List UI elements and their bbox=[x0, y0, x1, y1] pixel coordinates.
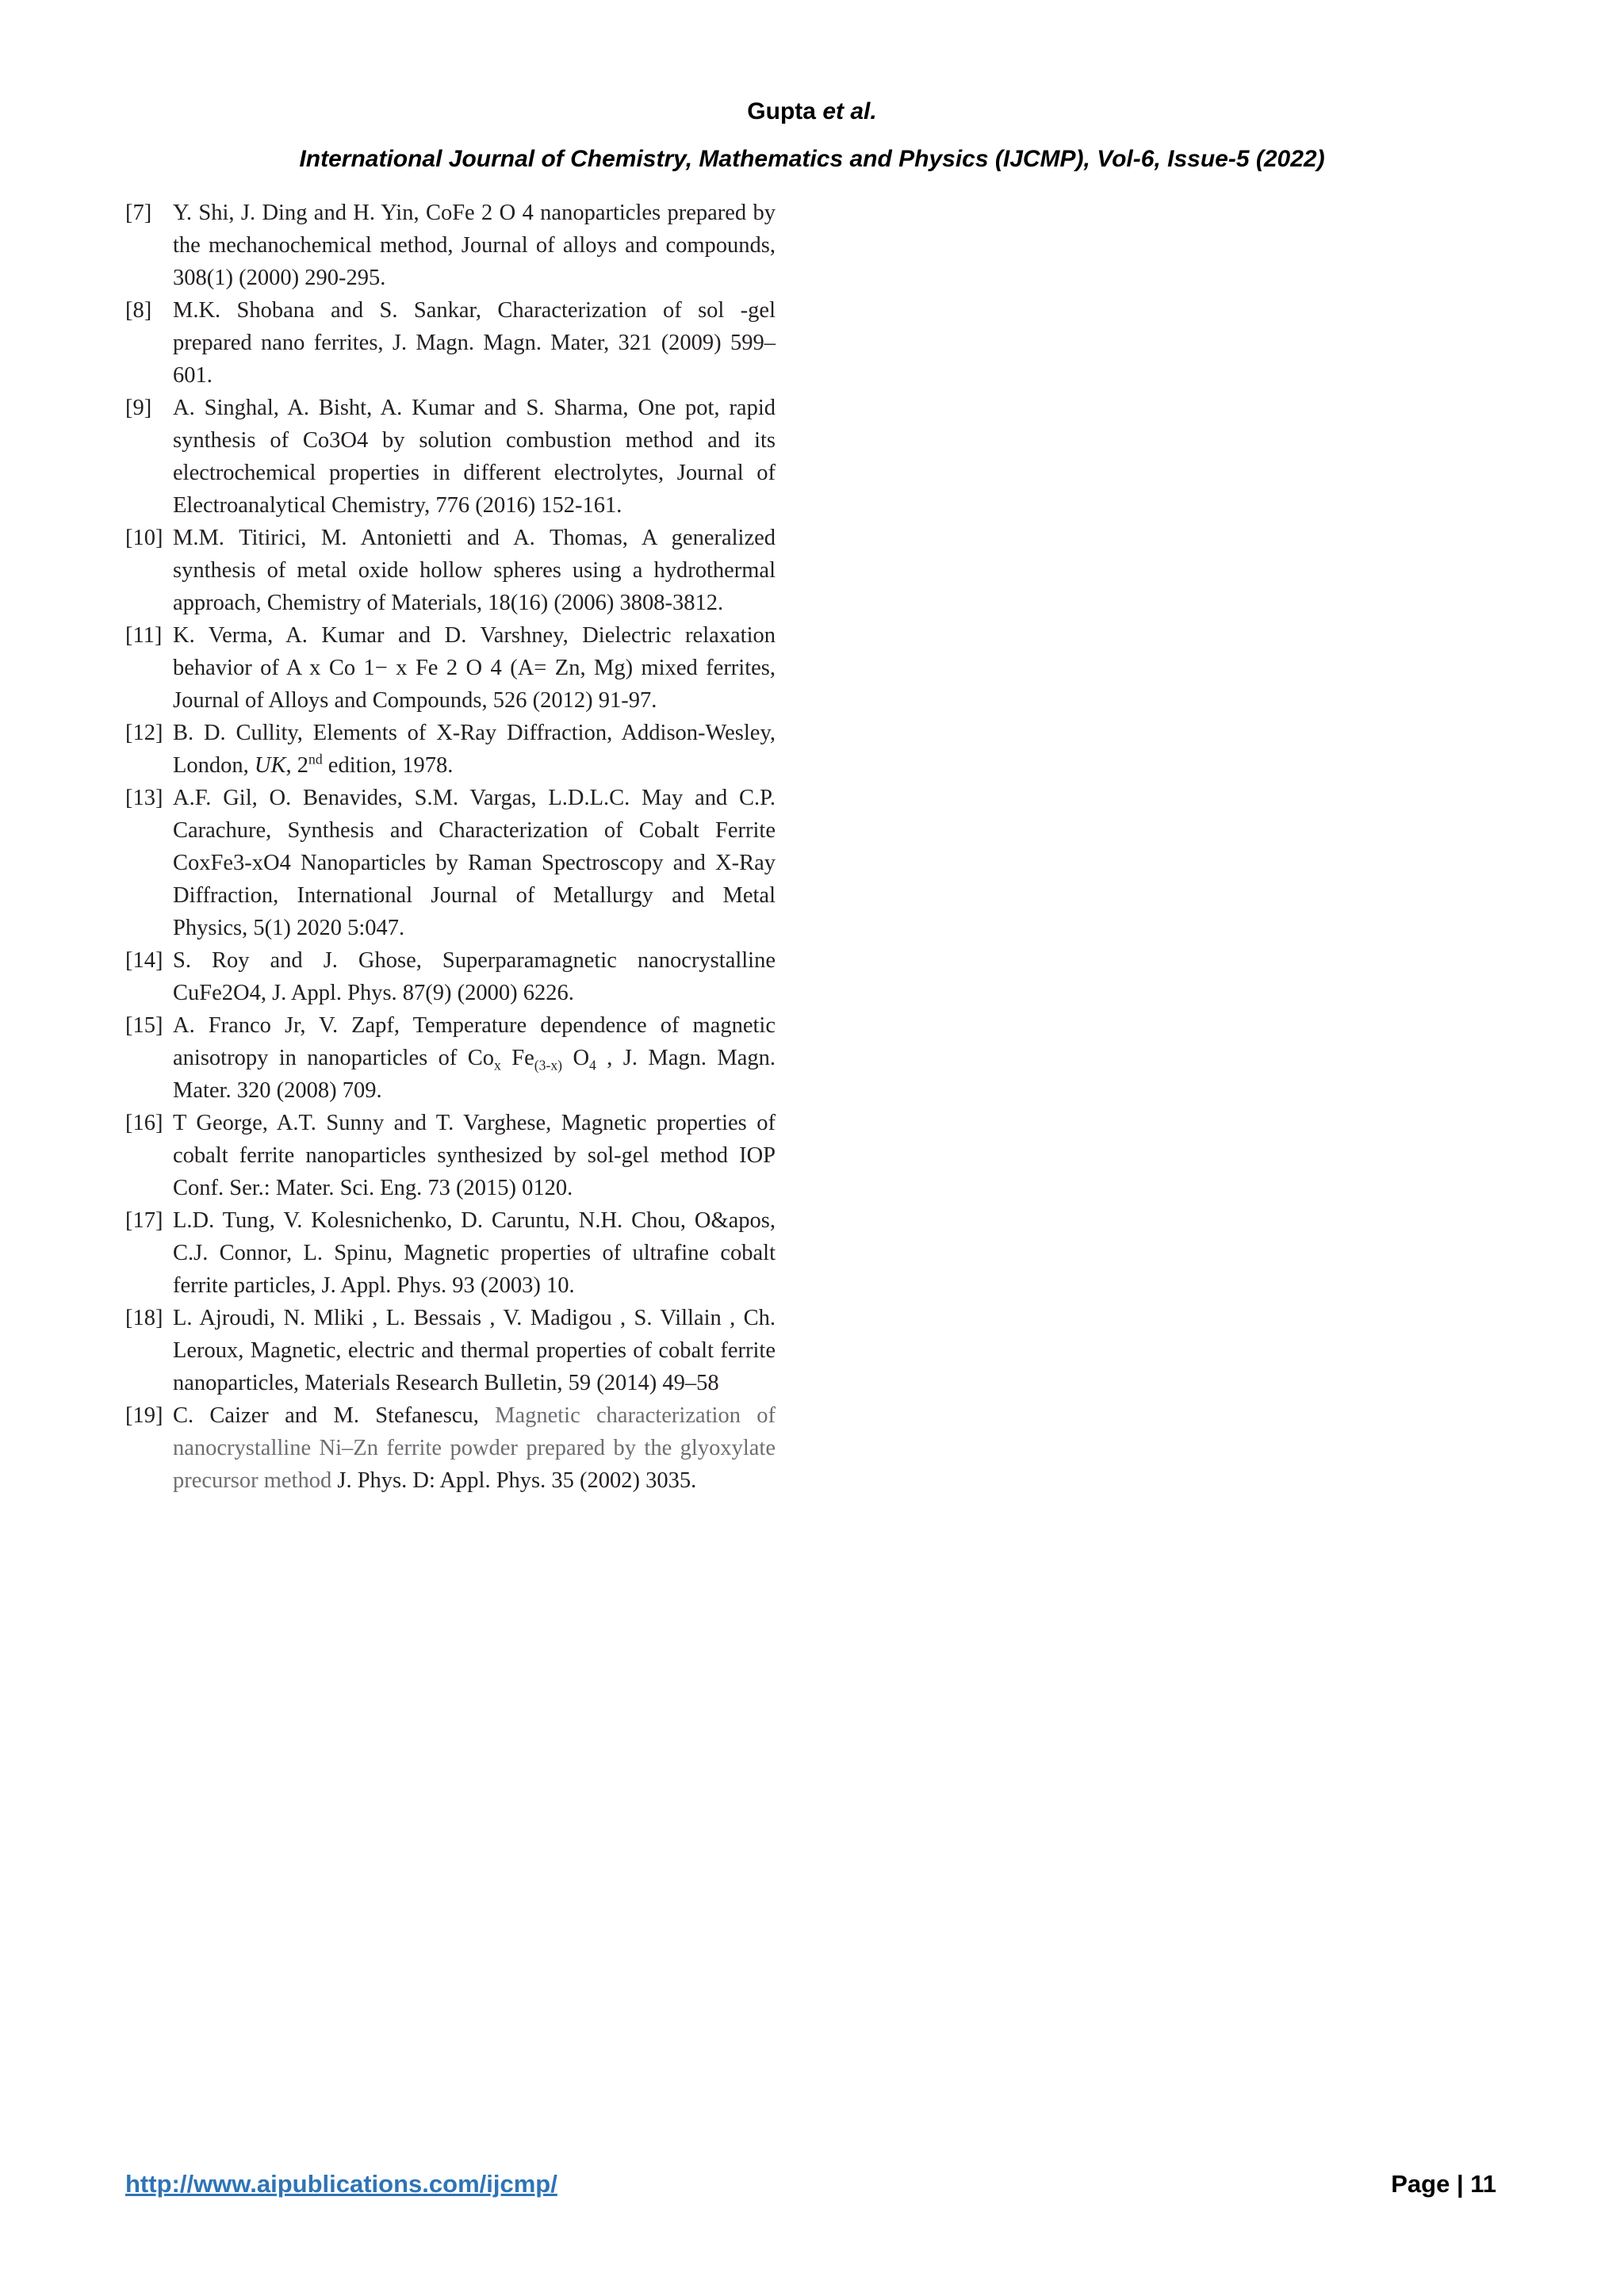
reference-text: T George, A.T. Sunny and T. Varghese, Magnetic properties of cobalt ferrite nanoparticles synthesized by sol-gel method IOP Conf. Ser.: Mater. Sci. Eng. 73 (2015) 0120. bbox=[173, 1111, 776, 1200]
reference-item bbox=[125, 1107, 776, 1204]
reference-text: K. Verma, A. Kumar and D. Varshney, Dielectric relaxation behavior of A x Co 1− x Fe 2 O 4 (A= Zn, Mg) mixed ferrites, Journal of Alloys and Compounds, 526 (2012) 91-97. bbox=[173, 623, 776, 713]
reference-text-segment: A. Franco Jr, V. Zapf, Temperature dependence of magnetic anisotropy in nanoparticles of Co bbox=[173, 1013, 776, 1070]
reference-number: [13] bbox=[125, 786, 163, 810]
reference-item bbox=[125, 1009, 776, 1107]
reference-text: L.D. Tung, V. Kolesnichenko, D. Caruntu, N.H. Chou, O&apos, C.J. Connor, L. Spinu, Magnetic properties of ultrafine cobalt ferrite particles, J. Appl. Phys. 93 (2003) 10. bbox=[173, 1208, 776, 1298]
page-number: Page | 11 bbox=[1391, 2170, 1496, 2198]
reference-item bbox=[125, 717, 776, 782]
reference-text-subscript: x bbox=[494, 1057, 501, 1073]
reference-text-grey: Magnetic characterization of nanocrystalline Ni–Zn ferrite powder prepared by the glyoxylate precursor method bbox=[173, 1403, 776, 1493]
reference-number: [7] bbox=[125, 201, 152, 225]
reference-item bbox=[125, 944, 776, 1009]
reference-item bbox=[125, 619, 776, 717]
reference-item bbox=[125, 1204, 776, 1302]
reference-text-segment: J. Phys. D: Appl. Phys. 35 (2002) 3035. bbox=[331, 1468, 697, 1493]
reference-number: [19] bbox=[125, 1403, 163, 1428]
reference-text-segment: B. D. Cullity, Elements of X-Ray Diffraction, Addison-Wesley, London, bbox=[173, 721, 776, 778]
reference-item bbox=[125, 782, 776, 944]
reference-text-italic: UK bbox=[254, 753, 286, 778]
author-name: Gupta bbox=[747, 98, 816, 124]
reference-text-subscript: 4 bbox=[589, 1057, 596, 1073]
reference-text: A.F. Gil, O. Benavides, S.M. Vargas, L.D.L.C. May and C.P. Carachure, Synthesis and Characterization of Cobalt Ferrite CoxFe3-xO4 Nanoparticles by Raman Spectroscopy and X-Ray Diffraction, International Journal of Metallurgy and Metal Physics, 5(1) 2020 5:047. bbox=[173, 786, 776, 940]
reference-item bbox=[125, 392, 776, 522]
running-header bbox=[0, 95, 1624, 176]
reference-number: [15] bbox=[125, 1013, 163, 1038]
reference-text: M.K. Shobana and S. Sankar, Characterization of sol -gel prepared nano ferrites, J. Magn. Magn. Mater, 321 (2009) 599–601. bbox=[173, 298, 776, 388]
reference-text-segment: , J. Magn. Magn. Mater. 320 (2008) 709. bbox=[173, 1046, 776, 1103]
reference-text-segment: , 2 bbox=[285, 753, 309, 778]
reference-number: [9] bbox=[125, 396, 152, 420]
reference-text: Y. Shi, J. Ding and H. Yin, CoFe 2 O 4 nanoparticles prepared by the mechanochemical method, Journal of alloys and compounds, 308(1) (2000) 290-295. bbox=[173, 201, 776, 290]
reference-number: [18] bbox=[125, 1306, 163, 1330]
reference-text-segment: C. Caizer and M. Stefanescu, bbox=[173, 1403, 496, 1428]
et-al: et al. bbox=[822, 98, 877, 124]
reference-number: [16] bbox=[125, 1111, 163, 1135]
reference-text bbox=[173, 1009, 776, 1107]
reference-number: [10] bbox=[125, 526, 163, 550]
reference-number: [8] bbox=[125, 298, 152, 323]
reference-list bbox=[125, 197, 776, 1497]
reference-item bbox=[125, 197, 776, 294]
reference-text-subscript: (3-x) bbox=[534, 1057, 563, 1073]
reference-text bbox=[173, 1399, 776, 1497]
reference-number: [14] bbox=[125, 948, 163, 973]
reference-text-segment: O bbox=[562, 1046, 590, 1070]
reference-item bbox=[125, 522, 776, 619]
footer-url-link[interactable]: http://www.aipublications.com/ijcmp/ bbox=[125, 2170, 557, 2198]
reference-text-segment: Fe bbox=[500, 1046, 534, 1070]
reference-text-segment: edition, 1978. bbox=[322, 753, 454, 778]
reference-item bbox=[125, 294, 776, 392]
reference-text bbox=[173, 717, 776, 782]
reference-text: M.M. Titirici, M. Antonietti and A. Thomas, A generalized synthesis of metal oxide hollow spheres using a hydrothermal approach, Chemistry of Materials, 18(16) (2006) 3808-3812. bbox=[173, 526, 776, 615]
reference-number: [17] bbox=[125, 1208, 163, 1233]
reference-text: L. Ajroudi, N. Mliki , L. Bessais , V. Madigou , S. Villain , Ch. Leroux, Magnetic, electric and thermal properties of cobalt ferrite nanoparticles, Materials Research Bulletin, 59 (2014) 49–58 bbox=[173, 1306, 776, 1395]
reference-number: [11] bbox=[125, 623, 163, 648]
reference-item bbox=[125, 1399, 776, 1497]
reference-item bbox=[125, 1302, 776, 1399]
reference-text-superscript: nd bbox=[308, 751, 323, 767]
reference-text: A. Singhal, A. Bisht, A. Kumar and S. Sharma, One pot, rapid synthesis of Co3O4 by solution combustion method and its electrochemical properties in different electrolytes, Journal of Electroanalytical Chemistry, 776 (2016) 152-161. bbox=[173, 396, 776, 518]
journal-title: International Journal of Chemistry, Mathematics and Physics (IJCMP), Vol-6, Issue-5 (2022) bbox=[299, 146, 1325, 172]
reference-number: [12] bbox=[125, 721, 163, 745]
author-line bbox=[0, 95, 1624, 128]
reference-text: S. Roy and J. Ghose, Superparamagnetic nanocrystalline CuFe2O4, J. Appl. Phys. 87(9) (2000) 6226. bbox=[173, 948, 776, 1005]
